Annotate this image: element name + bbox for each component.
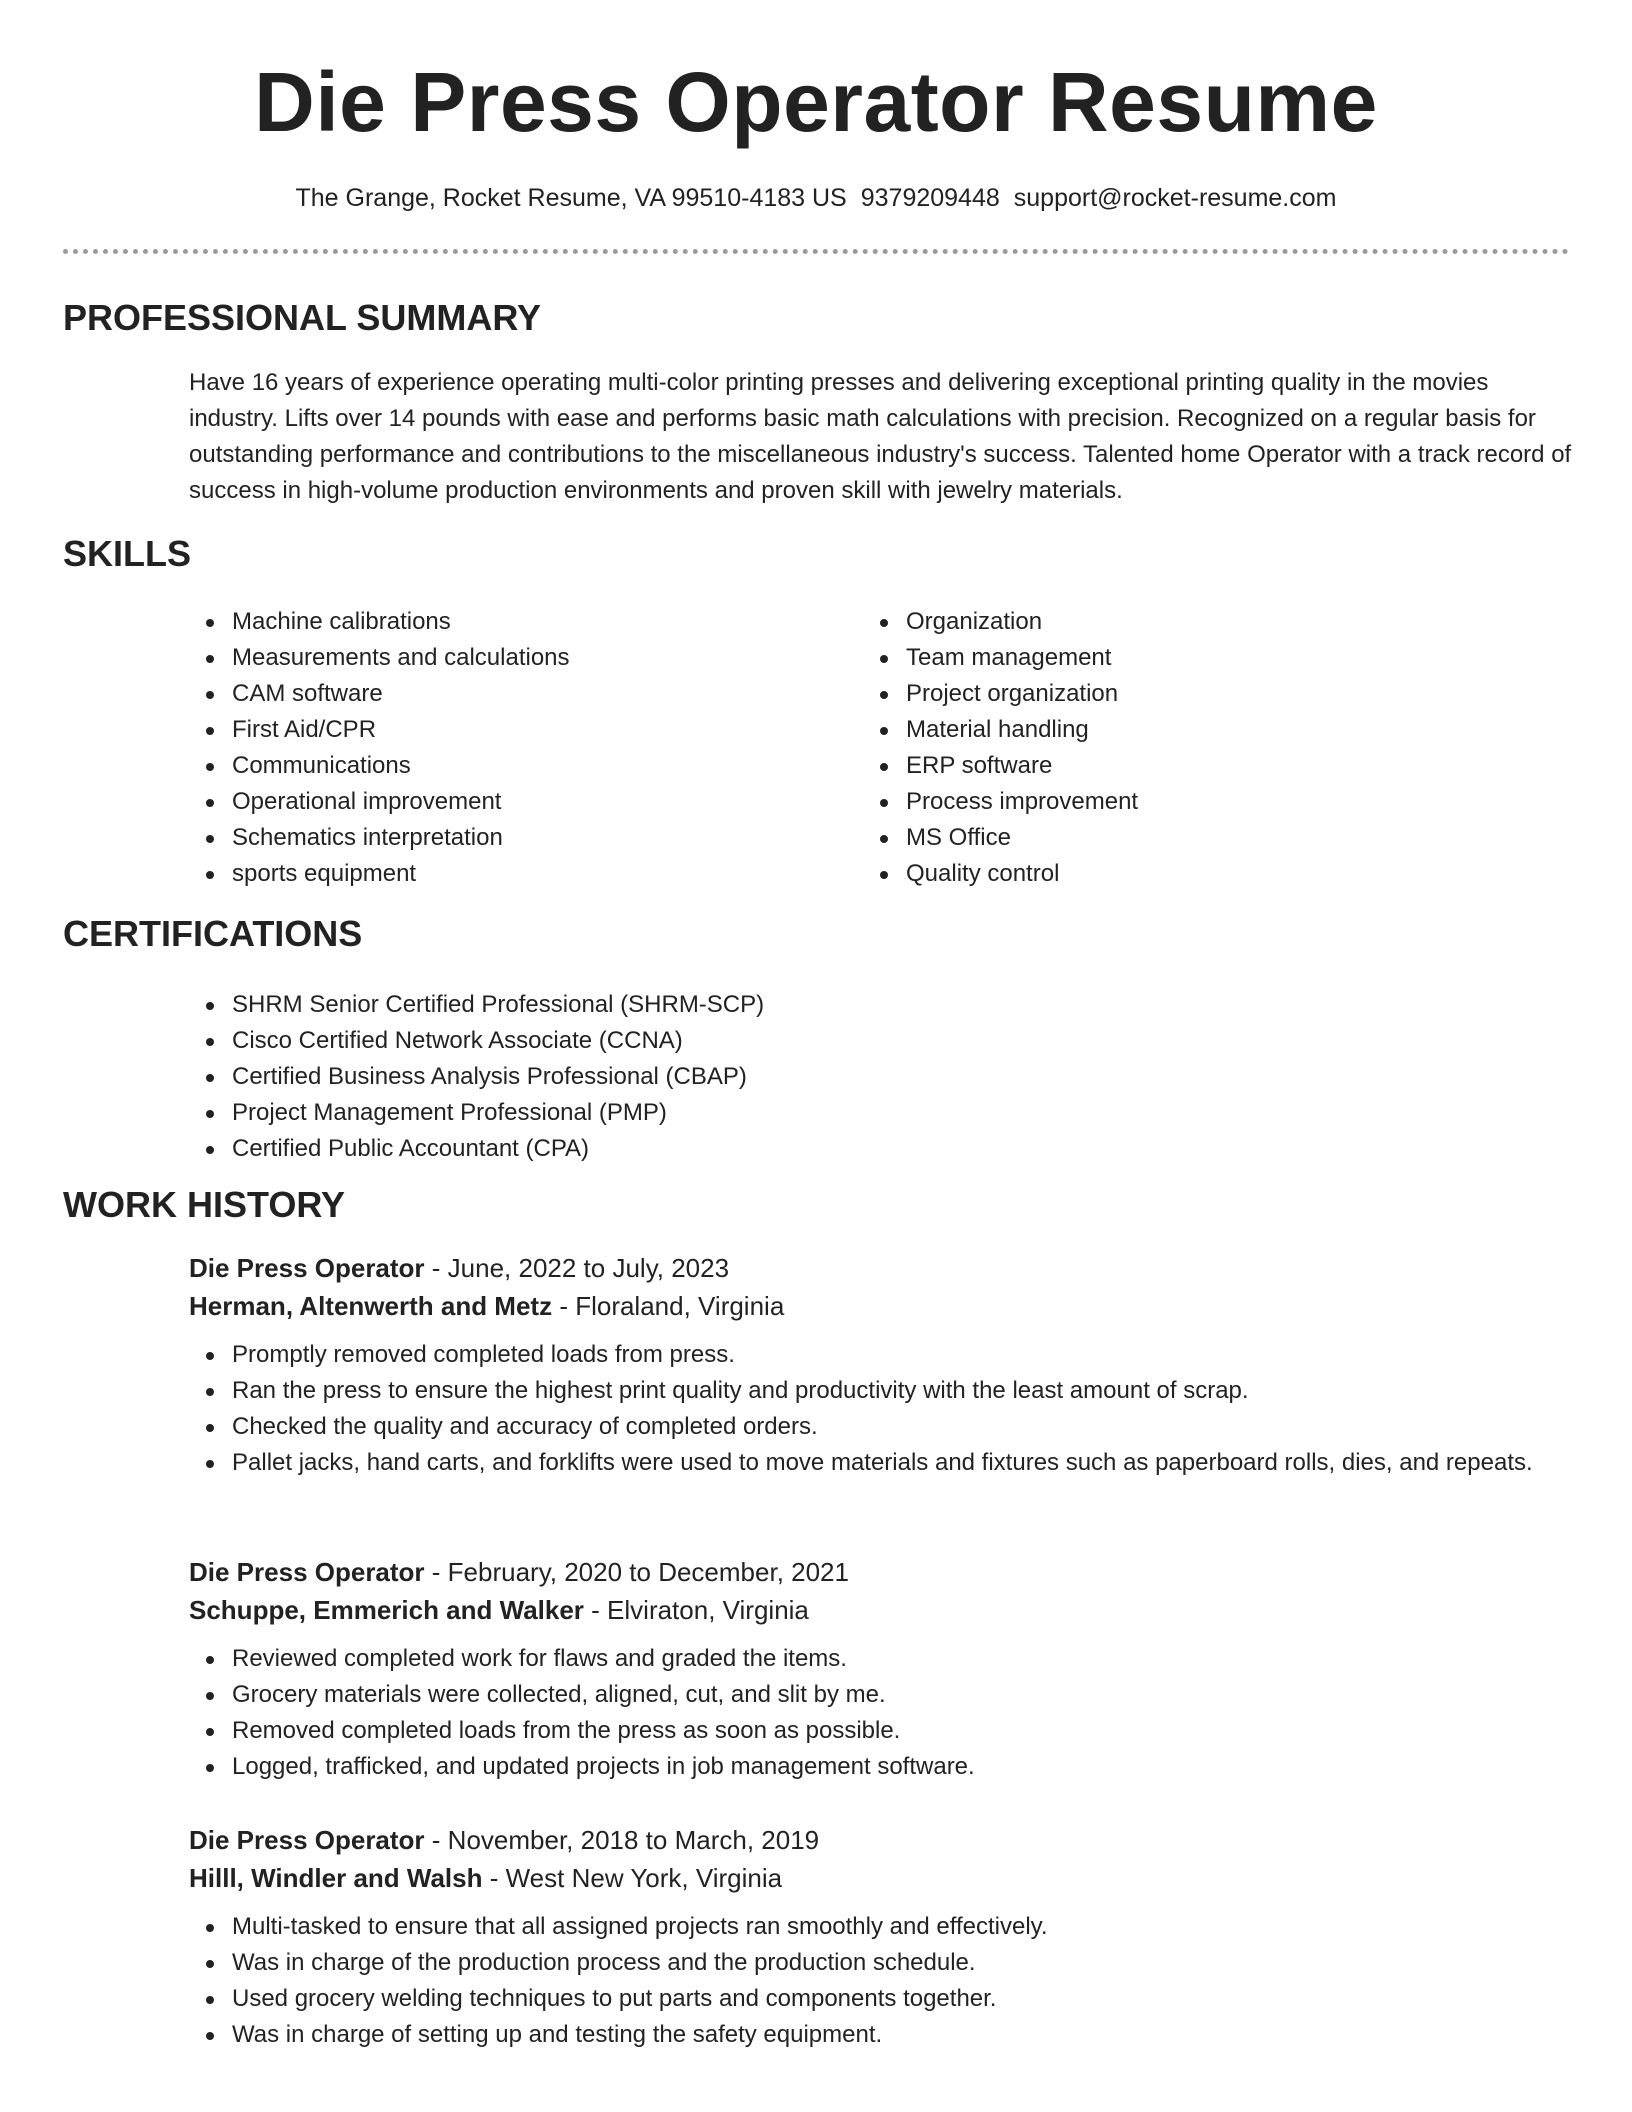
skill-item: Project organization	[863, 676, 1463, 712]
summary-text: Have 16 years of experience operating multi-color printing presses and delivering exceptional printing quality in the movies industry. Lifts over 14 pounds with ease and performs basic math calculations with precision. Recognized on a regular basis for outstanding performance and contributions to the miscellaneous industry's success. Talented home Operator with a track record of success in high-volume production environments and proven skill with jewelry materials.	[189, 369, 1572, 504]
job-bullet: Reviewed completed work for flaws and graded the items.	[189, 1641, 1574, 1677]
skill-item: Operational improvement	[189, 784, 789, 820]
job-title: Die Press Operator	[189, 1825, 425, 1855]
work-history-heading: WORK HISTORY	[63, 1184, 346, 1225]
certification-item: SHRM Senior Certified Professional (SHRM-SCP)	[189, 987, 1489, 1023]
job-bullet: Ran the press to ensure the highest print quality and productivity with the least amount of scrap.	[189, 1373, 1574, 1409]
job-title-line	[189, 1821, 1574, 1859]
job-company: Schuppe, Emmerich and Walker	[189, 1595, 584, 1625]
job-bullets	[189, 1337, 1574, 1481]
contact-line	[0, 180, 1632, 216]
job-bullet: Was in charge of the production process and the production schedule.	[189, 1945, 1574, 1981]
job-bullet: Promptly removed completed loads from press.	[189, 1337, 1574, 1373]
job-bullet: Multi-tasked to ensure that all assigned projects ran smoothly and effectively.	[189, 1909, 1574, 1945]
skill-item: Communications	[189, 748, 789, 784]
skill-item: Team management	[863, 640, 1463, 676]
job-bullet: Checked the quality and accuracy of completed orders.	[189, 1409, 1574, 1445]
skills-heading: SKILLS	[63, 533, 192, 574]
skill-item: Schematics interpretation	[189, 820, 789, 856]
job-title-line	[189, 1553, 1574, 1591]
summary-heading: PROFESSIONAL SUMMARY	[63, 297, 542, 338]
job-company: Herman, Altenwerth and Metz	[189, 1291, 553, 1321]
job-location: - Elviraton, Virginia	[583, 1595, 809, 1625]
job-location: - Floraland, Virginia	[552, 1291, 785, 1321]
skill-item: Quality control	[863, 856, 1463, 892]
contact-phone: 9379209448	[860, 184, 1000, 212]
job-bullet: Used grocery welding techniques to put parts and components together.	[189, 1981, 1574, 2017]
skill-item: Material handling	[863, 712, 1463, 748]
skill-item: Machine calibrations	[189, 604, 789, 640]
job-bullet: Removed completed loads from the press as soon as possible.	[189, 1713, 1574, 1749]
job-bullet: Grocery materials were collected, aligned, cut, and slit by me.	[189, 1677, 1574, 1713]
job-company-line	[189, 1591, 1574, 1629]
job-bullets	[189, 1641, 1574, 1785]
job-bullet: Pallet jacks, hand carts, and forklifts were used to move materials and fixtures such as paperboard rolls, dies, and repeats.	[189, 1445, 1574, 1481]
job-bullet: Logged, trafficked, and updated projects in job management software.	[189, 1749, 1574, 1785]
certifications-list	[189, 987, 1489, 1167]
job-dates: - November, 2018 to March, 2019	[424, 1825, 820, 1855]
job-company-line	[189, 1859, 1574, 1897]
job-company-line	[189, 1287, 1574, 1325]
contact-email: support@rocket-resume.com	[1013, 184, 1337, 212]
certifications-heading: CERTIFICATIONS	[63, 913, 363, 954]
skill-item: MS Office	[863, 820, 1463, 856]
job-entry	[189, 1821, 1574, 2053]
header-divider	[63, 249, 1569, 254]
job-bullet: Was in charge of setting up and testing the safety equipment.	[189, 2017, 1574, 2053]
certification-item: Cisco Certified Network Associate (CCNA)	[189, 1023, 1489, 1059]
job-bullets	[189, 1909, 1574, 2053]
skill-item: Measurements and calculations	[189, 640, 789, 676]
skill-item: Organization	[863, 604, 1463, 640]
skills-list-left	[189, 604, 789, 892]
contact-address: The Grange, Rocket Resume, VA 99510-4183 US	[295, 184, 847, 212]
job-entry	[189, 1553, 1574, 1785]
skill-item: sports equipment	[189, 856, 789, 892]
job-location: - West New York, Virginia	[482, 1863, 783, 1893]
job-dates: - June, 2022 to July, 2023	[424, 1253, 730, 1283]
job-entry	[189, 1249, 1574, 1481]
skills-list-right	[863, 604, 1463, 892]
certification-item: Certified Business Analysis Professional (CBAP)	[189, 1059, 1489, 1095]
job-dates: - February, 2020 to December, 2021	[424, 1557, 849, 1587]
job-title-line	[189, 1249, 1574, 1287]
resume-title: Die Press Operator Resume	[254, 55, 1378, 149]
certification-item: Certified Public Accountant (CPA)	[189, 1131, 1489, 1167]
job-company: Hilll, Windler and Walsh	[189, 1863, 483, 1893]
skill-item: Process improvement	[863, 784, 1463, 820]
skill-item: First Aid/CPR	[189, 712, 789, 748]
skill-item: ERP software	[863, 748, 1463, 784]
job-title: Die Press Operator	[189, 1557, 425, 1587]
skill-item: CAM software	[189, 676, 789, 712]
certification-item: Project Management Professional (PMP)	[189, 1095, 1489, 1131]
job-title: Die Press Operator	[189, 1253, 425, 1283]
